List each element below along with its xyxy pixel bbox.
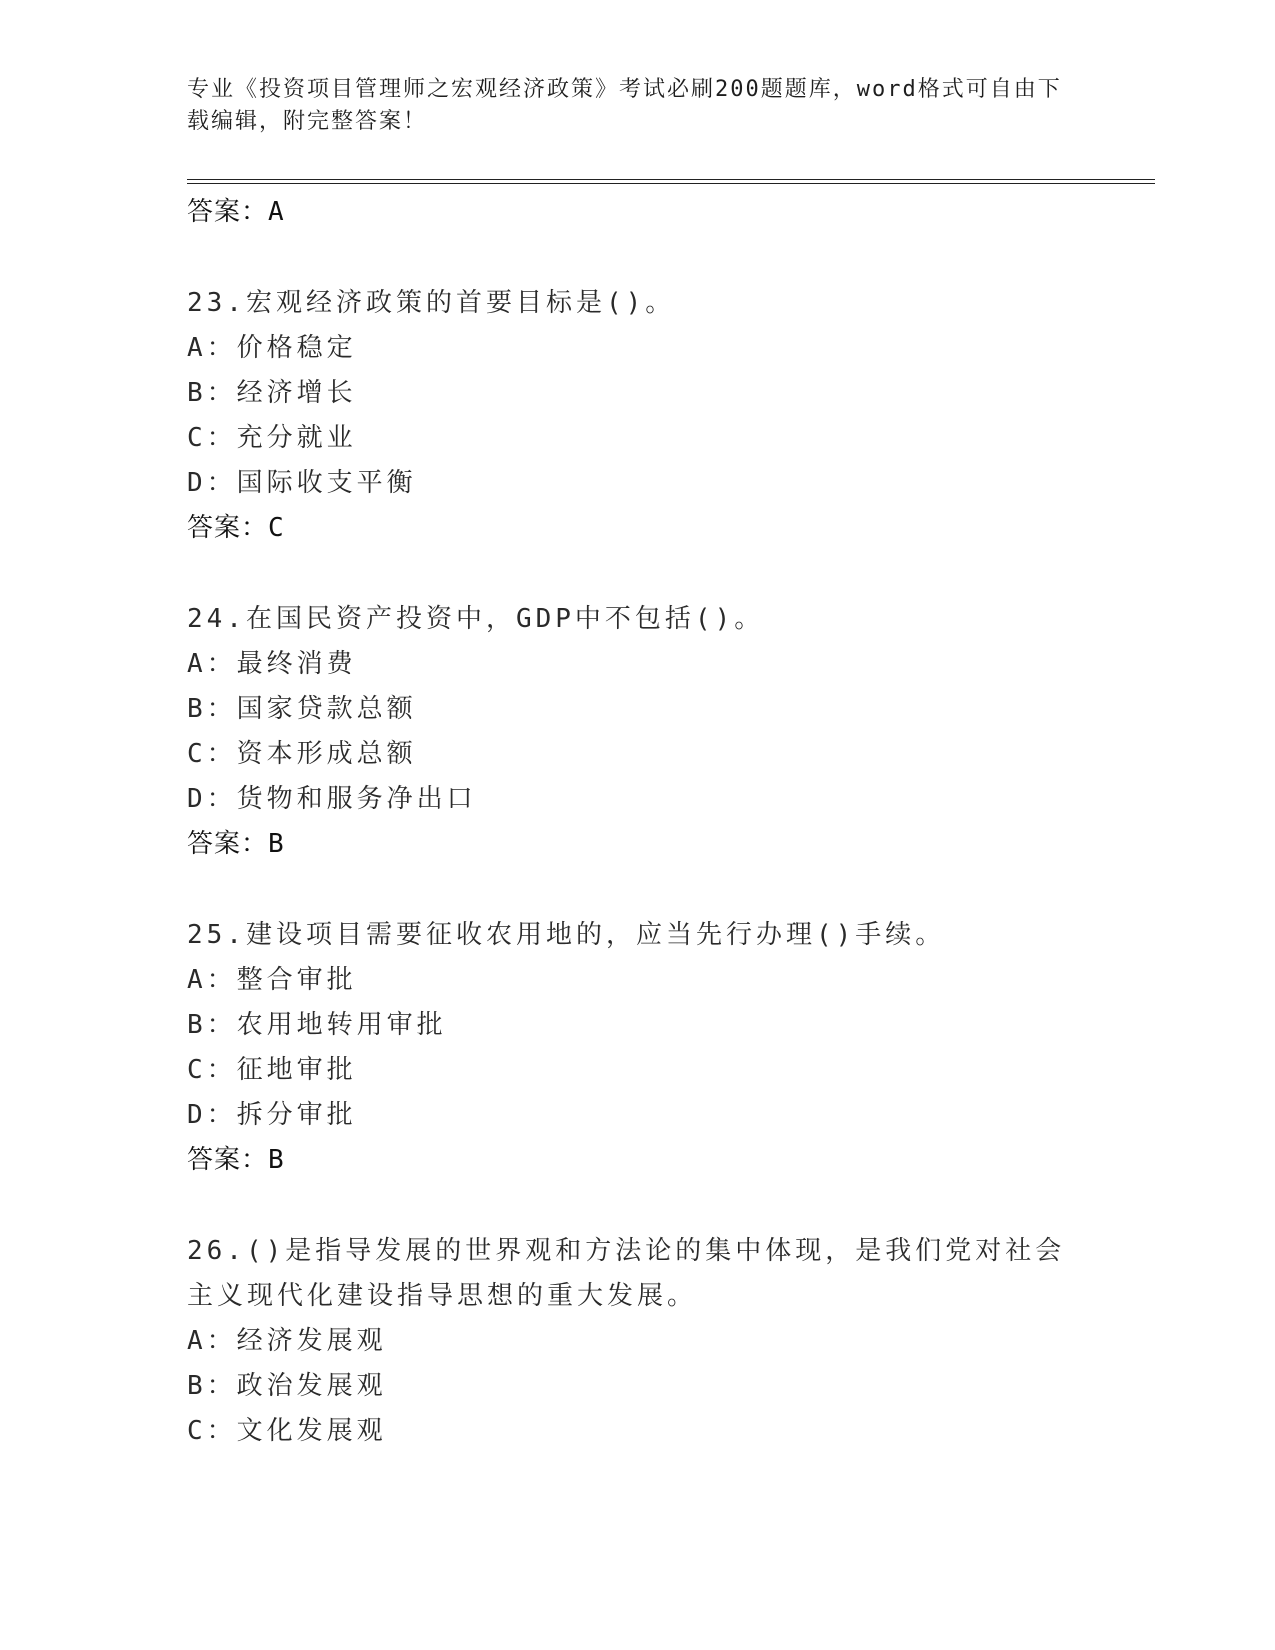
question-stem: 23.宏观经济政策的首要目标是()。 <box>187 288 676 318</box>
header-divider <box>187 179 1155 184</box>
option-b: B：农用地转用审批 <box>187 1010 447 1040</box>
question-stem: 26.()是指导发展的世界观和方法论的集中体现，是我们党对社会主义现代化建设指导思想的重大发展。 <box>187 1236 1066 1311</box>
option-d: D：拆分审批 <box>187 1100 357 1130</box>
option-d: D：货物和服务净出口 <box>187 784 477 814</box>
answer-line: 答案：B <box>187 1145 285 1175</box>
question-item <box>187 913 1087 1183</box>
option-c: C：资本形成总额 <box>187 739 417 769</box>
question-item <box>187 597 1087 867</box>
option-a: A：经济发展观 <box>187 1326 387 1356</box>
question-stem: 24.在国民资产投资中，GDP中不包括()。 <box>187 604 765 634</box>
option-b: B：国家贷款总额 <box>187 694 417 724</box>
option-d: D：国际收支平衡 <box>187 468 417 498</box>
answer-line: 答案：C <box>187 513 285 543</box>
question-stem: 25.建设项目需要征收农用地的，应当先行办理()手续。 <box>187 920 946 950</box>
option-a: A：整合审批 <box>187 965 357 995</box>
option-a: A：最终消费 <box>187 649 357 679</box>
question-list <box>187 190 1087 1454</box>
option-a: A：价格稳定 <box>187 333 357 363</box>
answer-line: 答案：A <box>187 197 285 227</box>
document-header: 专业《投资项目管理师之宏观经济政策》考试必刷200题题库，word格式可自由下载编辑，附完整答案！ <box>187 77 1062 134</box>
option-c: C：文化发展观 <box>187 1416 387 1446</box>
question-item <box>187 1229 1087 1454</box>
option-c: C：充分就业 <box>187 423 357 453</box>
option-b: B：经济增长 <box>187 378 357 408</box>
question-item <box>187 281 1087 551</box>
answer-line: 答案：B <box>187 829 285 859</box>
option-c: C：征地审批 <box>187 1055 357 1085</box>
option-b: B：政治发展观 <box>187 1371 387 1401</box>
